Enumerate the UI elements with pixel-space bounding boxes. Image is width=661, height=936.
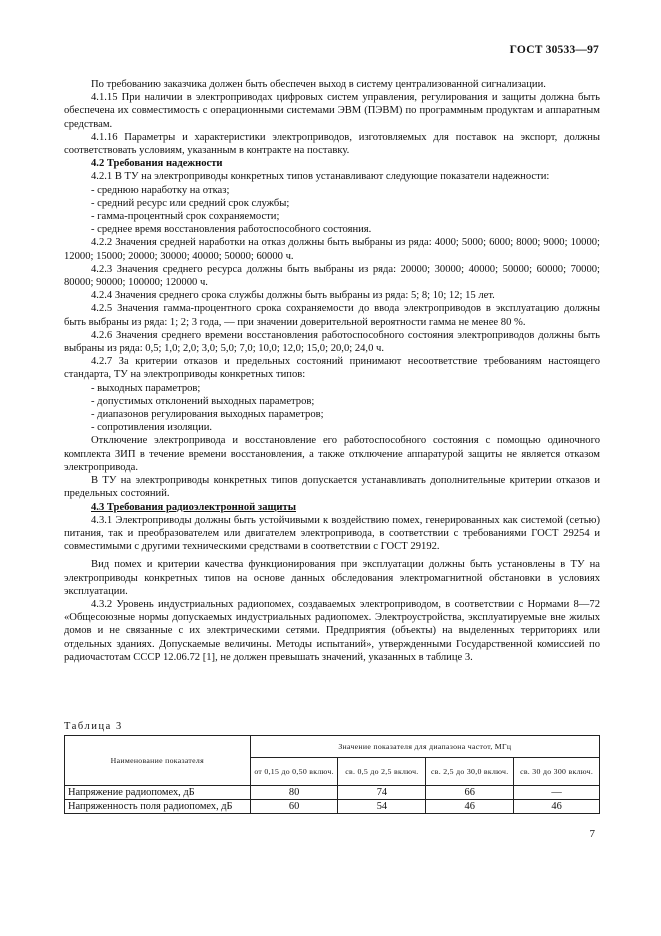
paragraph: 4.2.6 Значения среднего времени восстановления работоспособного состояния электроприводов должны быть выбраны из ряда: 0,5; 1,0; 2,0; 3,0; 5,0; 7,0; 10,0; 12,0; 15,0; 20,0; 24,0 ч.	[64, 329, 600, 355]
paragraph: 4.2.3 Значения среднего ресурса должны быть выбраны из ряда: 20000; 30000; 40000; 50000; 60000; 70000; 80000; 90000; 100000; 120000 ч.	[64, 263, 600, 289]
table-subheader: св. 30 до 300 включ.	[514, 758, 600, 786]
paragraph: 4.3.1 Электроприводы должны быть устойчивыми к воздействию помех, генерированных как системой (сетью) питания, так и преобразователем или двигателем электропривода, в соответствии с требованиями ГОСТ 29254 и совместимыми с другими техническими средствами в соответствии с ГОСТ 29192.	[64, 514, 600, 553]
section-heading: 4.2 Требования надежности	[91, 158, 223, 170]
list-item: - средний ресурс или средний срок службы;	[91, 197, 290, 209]
list-item: - гамма-процентный срок сохраняемости;	[91, 211, 280, 223]
paragraph: 4.3.2 Уровень индустриальных радиопомех, создаваемых электроприводом, в соответствии с Нормами 8—72 «Общесоюзные нормы допускаемых индустриальных радиопомех. Электроустройства, эксплуатируемые вне жилых домов и не связанные с их электрическими сетями. Предприятия (объекты) на выделенных территориях или отдельных зданиях. Допускаемые величины. Методы испытаний», утвержденными Государственной комиссией по радиочастотам СССР 12.06.72 [1], не должен превышать значений, указанных в таблице 3.	[64, 598, 600, 663]
list-item: - среднюю наработку на отказ;	[91, 184, 230, 196]
paragraph: В ТУ на электроприводы конкретных типов допускается устанавливать дополнительные критерии отказов и предельных состояний.	[64, 475, 600, 500]
paragraph: 4.2.4 Значения среднего срока службы должны быть выбраны из ряда: 5; 8; 10; 12; 15 лет.	[91, 290, 495, 302]
paragraph: Вид помех и критерии качества функционирования при эксплуатации должны быть установлены в ТУ на электроприводы конкретных типов на основе данных обследования электромагнитной обстановки в условиях эксплуатации.	[64, 559, 600, 597]
page-header-standard: ГОСТ 30533—97	[509, 44, 599, 56]
section-heading: 4.3 Требования радиоэлектронной защиты	[91, 501, 297, 513]
document-body	[64, 78, 600, 664]
paragraph: 4.2.2 Значения средней наработки на отказ должны быть выбраны из ряда: 4000; 5000; 6000; 8000; 9000; 10000; 12000; 15000; 20000; 30000; 40000; 50000; 60000 ч.	[64, 237, 600, 262]
list-item: - среднее время восстановления работоспособного состояния.	[91, 224, 372, 236]
paragraph: 4.2.5 Значения гамма-процентного срока сохраняемости до ввода электроприводов в эксплуатацию должны быть выбраны из ряда: 1; 2; 3 года, — при значении доверительной вероятности гамма не менее 80 %.	[64, 303, 600, 328]
table-subheader: св. 2,5 до 30,0 включ.	[426, 758, 514, 786]
table-cell: 46	[426, 800, 514, 814]
table-subheader: св. 0,5 до 2,5 включ.	[338, 758, 426, 786]
page-number: 7	[589, 828, 595, 840]
table-cell: —	[514, 786, 600, 800]
paragraph: По требованию заказчика должен быть обеспечен выход в систему централизованной сигнализации.	[91, 79, 546, 90]
table-row-name: Напряжение радиопомех, дБ	[65, 786, 251, 800]
paragraph: Отключение электропривода и восстановление его работоспособного состояния с помощью одиночного комплекта ЗИП в течение времени восстановления, а также отключение аппаратурой защиты не является отказом электропривода.	[64, 435, 600, 473]
list-item: - сопротивления изоляции.	[91, 422, 213, 434]
table-cell: 60	[250, 800, 338, 814]
table-row	[65, 786, 600, 800]
list-item: - диапазонов регулирования выходных параметров;	[91, 409, 324, 421]
table-header-frequency-group: Значение показателя для диапазона частот, МГц	[250, 736, 599, 758]
table-cell: 54	[338, 800, 426, 814]
table-row	[65, 800, 600, 814]
list-item: - допустимых отклонений выходных параметров;	[91, 395, 315, 407]
table-cell: 66	[426, 786, 514, 800]
paragraph: 4.2.1 В ТУ на электроприводы конкретных типов устанавливают следующие показатели надежности:	[91, 171, 550, 183]
table-caption: Таблица 3	[64, 721, 123, 732]
table-cell: 46	[514, 800, 600, 814]
paragraph: 4.2.7 За критерии отказов и предельных состояний принимают несоответствие требованиям настоящего стандарта, ТУ на электроприводы конкретных типов:	[64, 356, 600, 381]
table-3	[64, 735, 600, 814]
table-subheader: от 0,15 до 0,50 включ.	[250, 758, 338, 786]
table-header-indicator: Наименование показателя	[65, 736, 251, 786]
table-row-name: Напряженность поля радиопомех, дБ	[65, 800, 251, 814]
list-item: - выходных параметров;	[91, 382, 201, 394]
paragraph: 4.1.16 Параметры и характеристики электроприводов, изготовляемых для поставок на экспорт, должны соответствовать условиям, указанным в контракте на поставку.	[64, 131, 600, 157]
table-cell: 74	[338, 786, 426, 800]
table-cell: 80	[250, 786, 338, 800]
paragraph: 4.1.15 При наличии в электроприводах цифровых систем управления, регулирования и защиты должна быть обеспечена их совместимость с операционными системами ЭВМ (ПЭВМ) по программным продуктам и аппаратным средствам.	[64, 92, 600, 130]
